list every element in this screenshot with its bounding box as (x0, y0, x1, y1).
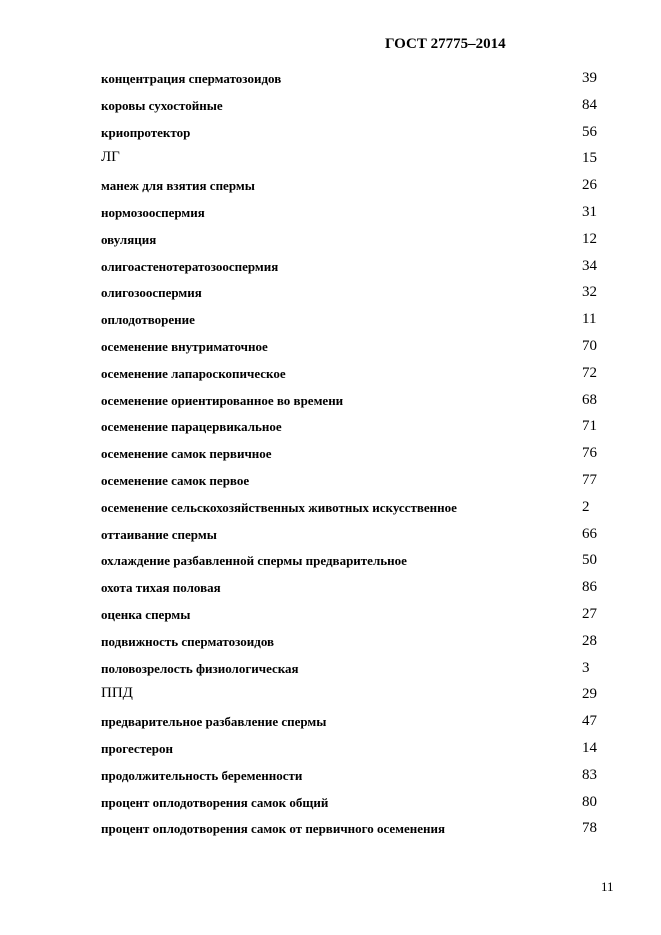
index-row (101, 524, 601, 551)
index-row (101, 202, 601, 229)
index-term: процент оплодотворения самок общий (101, 794, 329, 810)
index-term: осеменение самок первичное (101, 446, 272, 462)
index-row (101, 711, 601, 738)
index-number: 80 (582, 793, 597, 810)
index-row (101, 631, 601, 658)
index-term: охлаждение разбавленной спермы предварительное (101, 553, 407, 569)
index-term: овуляция (101, 231, 157, 247)
index-row (101, 577, 601, 604)
index-row (101, 175, 601, 202)
index-term: осеменение парацервикальное (101, 419, 282, 435)
index-number: 14 (582, 739, 597, 756)
index-term: нормозооспермия (101, 204, 205, 220)
index-row (101, 658, 601, 685)
index-term: олигоастенотератозооспермия (101, 258, 279, 274)
index-row (101, 148, 601, 175)
index-row (101, 229, 601, 256)
index-number: 11 (582, 311, 597, 328)
index-number: 84 (582, 96, 597, 113)
index-row (101, 256, 601, 283)
index-row (101, 497, 601, 524)
document-code: ГОСТ 27775–2014 (385, 36, 506, 52)
index-row (101, 792, 601, 819)
index-row (101, 416, 601, 443)
index-term: манеж для взятия спермы (101, 178, 255, 194)
index-term: концентрация сперматозоидов (101, 71, 282, 86)
index-term: оттаивание спермы (101, 526, 217, 542)
index-number: 27 (582, 605, 597, 622)
index-number: 34 (582, 257, 597, 274)
page-number: 11 (601, 879, 614, 894)
index-row (101, 122, 601, 149)
index-term: охота тихая половая (101, 580, 221, 596)
index-term: оценка спермы (101, 606, 191, 622)
term-index (101, 68, 601, 845)
index-term: процент оплодотворения самок от первичного осеменения (101, 821, 446, 837)
index-row (101, 550, 601, 577)
index-number: 77 (582, 471, 597, 488)
index-term: подвижность сперматозоидов (101, 633, 275, 649)
index-term: ЛГ (101, 149, 120, 166)
index-number: 2 (582, 498, 590, 515)
index-term: осеменение ориентированное во времени (101, 392, 344, 408)
index-number: 70 (582, 337, 597, 354)
index-term: осеменение внутриматочное (101, 338, 268, 354)
index-number: 29 (582, 686, 597, 703)
index-number: 86 (582, 579, 597, 596)
index-number: 68 (582, 391, 597, 408)
index-row (101, 470, 601, 497)
index-number: 31 (582, 203, 597, 220)
index-row (101, 282, 601, 309)
index-term: половозрелость физиологическая (101, 660, 299, 676)
index-number: 50 (582, 552, 597, 569)
index-term: предварительное разбавление спермы (101, 714, 327, 730)
index-number: 76 (582, 445, 597, 462)
index-number: 71 (582, 418, 597, 435)
index-row (101, 68, 601, 95)
index-term: олигозооспермия (101, 285, 202, 301)
index-row (101, 309, 601, 336)
index-number: 32 (582, 284, 597, 301)
index-term: осеменение сельскохозяйственных животных искусственное (101, 499, 457, 515)
index-row (101, 390, 601, 417)
index-number: 28 (582, 632, 597, 649)
index-term: ППД (101, 685, 133, 702)
index-number: 12 (582, 230, 597, 247)
index-row (101, 818, 601, 845)
index-row (101, 443, 601, 470)
index-row (101, 363, 601, 390)
index-number: 56 (582, 123, 597, 140)
index-number: 66 (582, 525, 597, 542)
index-row (101, 765, 601, 792)
index-number: 3 (582, 659, 590, 676)
index-term: криопротектор (101, 124, 191, 140)
index-row (101, 604, 601, 631)
index-number: 47 (582, 713, 597, 730)
index-row (101, 738, 601, 765)
index-row (101, 684, 601, 711)
index-term: оплодотворение (101, 312, 195, 328)
index-row (101, 336, 601, 363)
index-term: коровы сухостойные (101, 97, 223, 113)
index-term: осеменение лапароскопическое (101, 365, 286, 381)
index-number: 72 (582, 364, 597, 381)
index-number: 39 (582, 70, 597, 86)
index-row (101, 95, 601, 122)
index-number: 78 (582, 820, 597, 837)
index-term: продолжительность беременности (101, 767, 303, 783)
index-term: прогестерон (101, 740, 174, 756)
index-term: осеменение самок первое (101, 472, 250, 488)
index-number: 15 (582, 150, 597, 167)
index-number: 26 (582, 177, 597, 194)
index-number: 83 (582, 766, 597, 783)
